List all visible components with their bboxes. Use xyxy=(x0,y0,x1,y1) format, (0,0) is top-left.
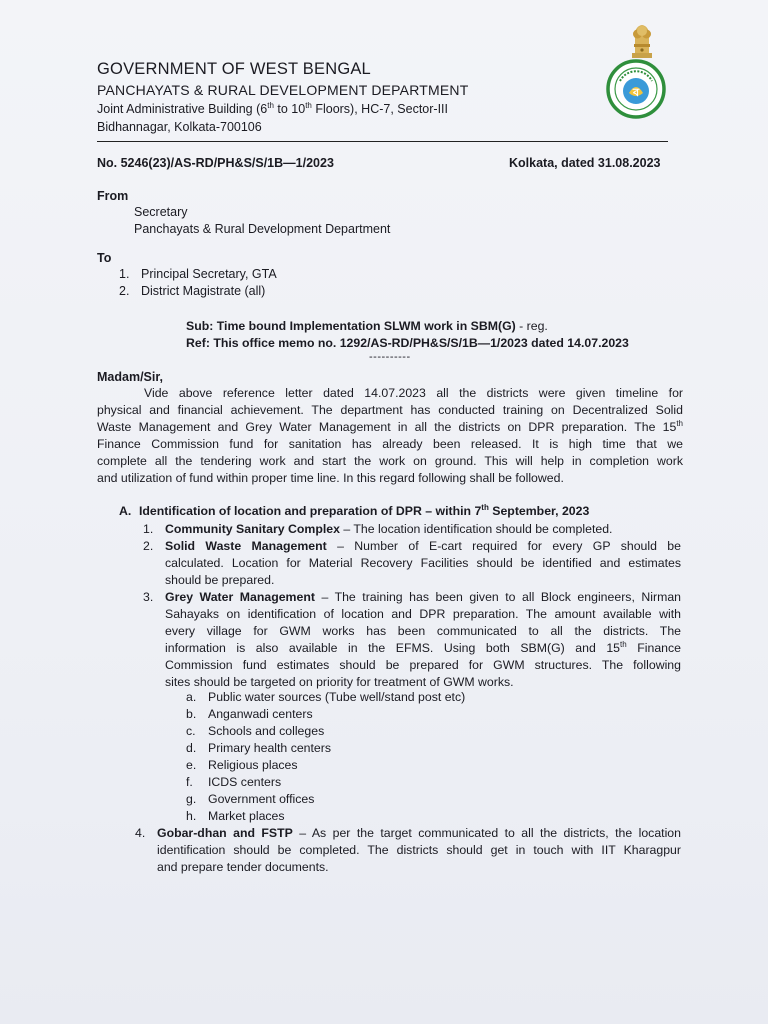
national-emblem-icon xyxy=(627,20,657,62)
list-item-grey-water-management: 3. Grey Water Management – The training has been given to all Block engineers, Nirman Sahayaks on identification of location and DPR preparation. The amount available with every village for GWM works has been communicated to all the districts. The information is also available in the EFMS. Using both SBM(G) and 15th Finance Commission fund estimates should be prepared for GWM structures. The following sites should be targeted on priority for treatment of GWM works. xyxy=(143,590,682,689)
site-item: f. ICDS centers xyxy=(186,775,282,789)
list-item-solid-waste-management: 2. Solid Waste Management – Number of E-cart required for every GP should be calculated. Location for Material Recovery Facilities should be identified and estimates should be prepared. xyxy=(143,539,681,587)
body-line: Finance Commission fund for sanitation has already been released. It is high time that we xyxy=(97,437,683,451)
body-line: Waste Management and Grey Water Management in all the districts on DPR preparation. The 15th xyxy=(97,418,683,434)
svg-text:ব: ব xyxy=(632,86,640,99)
list-item-community-sanitary-complex: 1. Community Sanitary Complex – The location identification should be completed. xyxy=(143,522,613,536)
separator-dashes: ---------- xyxy=(369,351,411,363)
recipient-item: 1. Principal Secretary, GTA xyxy=(119,267,277,281)
from-label: From xyxy=(97,189,129,203)
letterhead-address-line2: Bidhannagar, Kolkata-700106 xyxy=(97,120,262,134)
memo-date: Kolkata, dated 31.08.2023 xyxy=(509,156,661,170)
salutation: Madam/Sir, xyxy=(97,370,163,384)
body-line: complete all the tendering work and start the work on ground. This will help in completion work xyxy=(97,454,683,468)
site-item: c. Schools and colleges xyxy=(186,724,325,738)
body-paragraph xyxy=(97,385,683,487)
section-a-heading: A. Identification of location and preparation of DPR – within 7th September, 2023 xyxy=(119,502,590,518)
site-item: d. Primary health centers xyxy=(186,741,332,755)
subject-line: Sub: Time bound Implementation SLWM work in SBM(G) - reg. xyxy=(186,319,548,333)
to-label: To xyxy=(97,251,112,265)
site-item: g. Government offices xyxy=(186,792,315,806)
body-line: physical and financial achievement. The department has conducted training on Decentralized Solid xyxy=(97,403,683,417)
site-item: h. Market places xyxy=(186,809,285,823)
reference-line: Ref: This office memo no. 1292/AS-RD/PH&S/S/1B—1/2023 dated 14.07.2023 xyxy=(186,336,629,350)
state-seal-icon xyxy=(606,59,666,119)
letterhead-address-line1: Joint Administrative Building (6th to 10th Floors), HC-7, Sector-III xyxy=(97,100,448,116)
recipient-item: 2. District Magistrate (all) xyxy=(119,284,266,298)
body-line: and utilization of fund within proper time line. In this regard following shall be followed. xyxy=(97,471,564,485)
body-line: Vide above reference letter dated 14.07.2023 all the districts were given timeline for xyxy=(144,386,683,400)
from-department: Panchayats & Rural Development Department xyxy=(134,222,391,236)
list-item-gobar-dhan-fstp: 4. Gobar-dhan and FSTP – As per the target communicated to all the districts, the location identification should be completed. The districts should get in touch with IIT Kharagpur and prepare tender documents. xyxy=(135,826,681,874)
from-designation: Secretary xyxy=(134,205,188,219)
site-item: e. Religious places xyxy=(186,758,298,772)
letterhead-title: GOVERNMENT OF WEST BENGAL xyxy=(97,60,371,78)
memo-number: No. 5246(23)/AS-RD/PH&S/S/1B—1/2023 xyxy=(97,156,334,170)
site-item: b. Anganwadi centers xyxy=(186,707,313,721)
site-item: a. Public water sources (Tube well/stand post etc) xyxy=(186,690,466,704)
letterhead-divider xyxy=(97,141,668,142)
letterhead-department: PANCHAYATS & RURAL DEVELOPMENT DEPARTMENT xyxy=(97,82,469,98)
